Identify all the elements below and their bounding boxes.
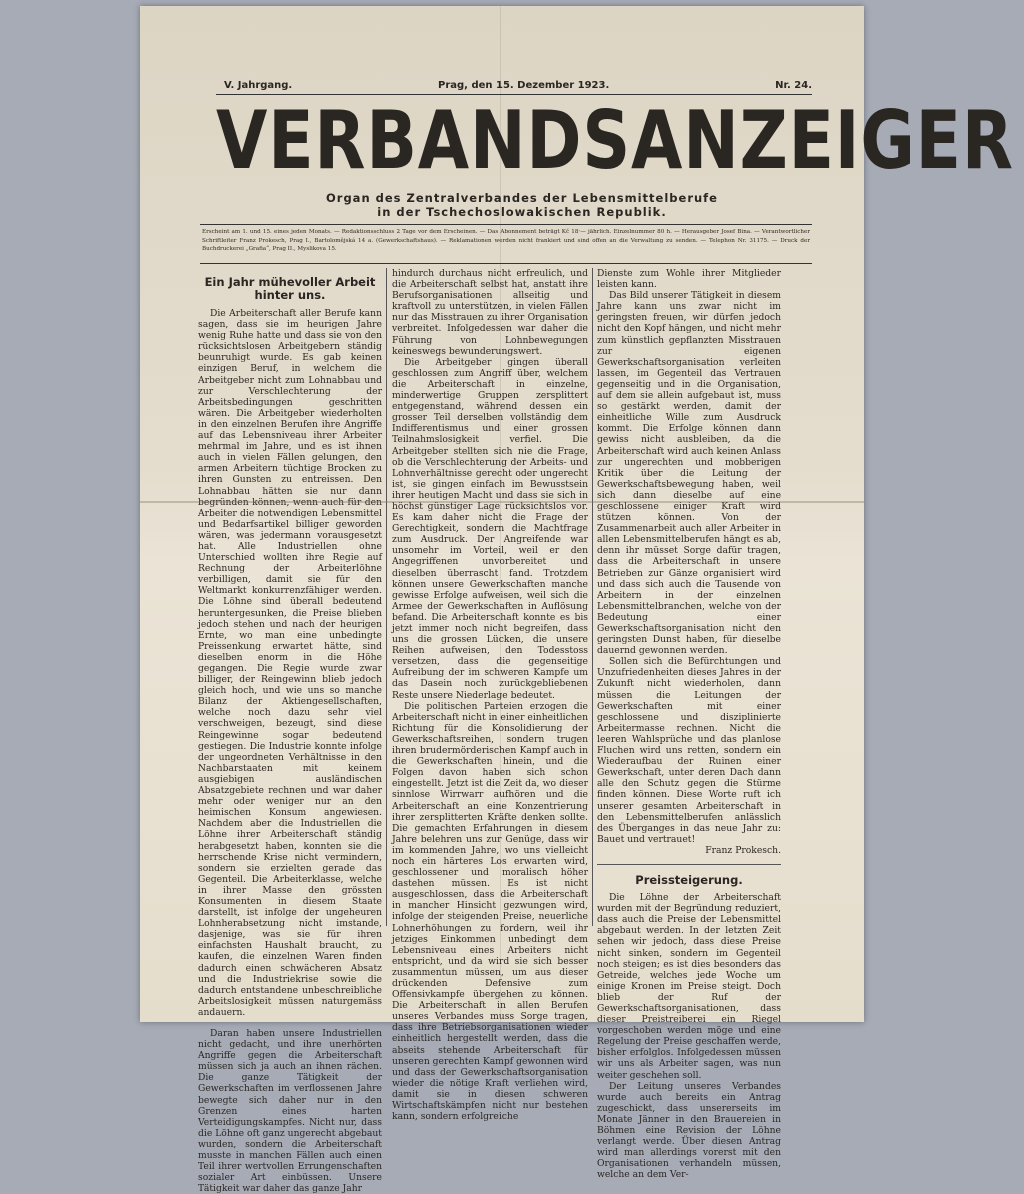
subtitle-line-2: in der Tschechoslowakischen Republik. [377, 205, 667, 219]
volume-label: V. Jahrgang. [224, 80, 293, 91]
paragraph: Das Bild unserer Tätigkeit in diesem Jahre kann uns zwar nicht im geringsten freuen, wir dürfen jedoch nicht den Kopf hängen, und nicht mehr zum künstlich gepflanzten Misstrauen zur eigenen Gewerkschaftsorganisation verleiten lassen, im Gegenteil das Vertrauen gegenseitig und in die Organisation, auf dem sie allein aufgebaut ist, muss so gestärkt werden, damit der einheitliche Wille zum Ausdruck kommt. Die Erfolge können dann gewiss nicht ausbleiben, da die Arbeiterschaft wird auch keinen Anlass zur ungerechten und mobberigen Kritik über die Leitung der Gewerkschaftsbewegung haben, weil sich dann dieselbe auf eine geschlossene einiger Kraft wird stützen können. Von der Zusammenarbeit auch aller Arbeiter in allen Lebensmittelberufen hängt es ab, denn ihr müsset Sorge dafür tragen, dass die Arbeiterschaft in unsere Betrieben zur Gänze organisiert wird und dass sich auch die Tausende von Arbeitern in der einzelnen Lebensmittelbranchen, welche von der Bedeutung einer Gewerkschaftsorganisation nicht den geringsten Dunst haben, für dieselbe dauernd gewonnen werden. [597, 290, 781, 657]
column-rule [386, 268, 387, 926]
article-title: Ein Jahr mühevoller Arbeit hinter uns. [204, 275, 376, 302]
paragraph: Der Leitung unseres Verbandes wurde auch bereits ein Antrag zugeschickt, dass unsererseits im Monate Jänner in den Brauereien in Böhmen eine Revision der Löhne verlangt werde. Über diesen Antrag wird man allerdings vorerst mit den Organisationen verhandeln müssen, welche an dem Ver- [597, 1080, 781, 1181]
subtitle-line-1: Organ des Zentralverbandes der Lebensmittelberufe [326, 191, 718, 205]
place-date: Prag, den 15. Dezember 1923. [438, 80, 610, 91]
paragraph: Die Arbeitgeber gingen überall geschlossen zum Angriff über, welchem die Arbeiterschaft in einzelne, minderwertige Gruppen zersplittert entgegenstand, während dessen ein grosser Teil derselben vollständig dem Indifferentismus und einer grossen Teilnahmslosigkeit verfiel. Die Arbeitgeber stellten sich nie die Frage, ob die Verschlechterung der Arbeits- und Lohnverhältnisse gerecht oder ungerecht ist, sie gingen einfach im Bewusstsein ihrer heutigen Macht und dass sie sich in höchst günstiger Lage rücksichtslos vor. Es kam daher nicht die Frage der Gerechtigkeit, sondern die Machtfrage zum Ausdruck. Der Angreifende war unsomehr im Vorteil, weil er den Angegriffenen unvorbereitet und dieselben überrascht fand. Trotzdem können unsere Gewerkschaften manche gewisse Erfolge aufweisen, weil sich die Armee der Gewerkschaften in Auflösung befand. Die Arbeiterschaft konnte es bis jetzt immer noch nicht begreifen, dass uns die grossen Lücken, die unsere Reihen aufweisen, den Todesstoss versetzen, dass die gegenseitige Aufreibung der im schweren Kampfe um das Dasein noch zurückgebliebenen Reste unsere Niederlage bedeutet. [392, 356, 588, 701]
header-line [208, 80, 812, 94]
issue-number: Nr. 24. [775, 80, 812, 91]
paragraph: Dienste zum Wohle ihrer Mitglieder leisten kann. [597, 268, 781, 291]
paragraph: Die Löhne der Arbeiterschaft wurden mit der Begründung reduziert, dass auch die Preise der Lebensmittel abgebaut werden. In der letzten Zeit sehen wir jedoch, dass diese Preise nicht sinken, sondern im Gegenteil noch steigen; es ist dies besonders das Getreide, welches jede Woche um einige Kronen im Preise steigt. Doch blieb der Ruf der Gewerkschaftsorganisationen, dass dieser Preistreiberei ein Riegel vorgeschoben werden möge und eine Regelung der Preise geschaffen werde, bisher erfolglos. Infolgedessen müssen wir uns als Arbeiter sagen, was nun weiter geschehen soll. [597, 892, 781, 1081]
column-1 [198, 268, 382, 1194]
paragraph: Sollen sich die Befürchtungen und Unzufriedenheiten dieses Jahres in der Zukunft nicht wiederholen, dann müssen die Leitungen der Gewerkschaften mit einer geschlossene und disziplinierte Arbeitermasse rechnen. Nicht die leeren Wahlsprüche und das planlose Fluchen wird uns retten, sondern ein Wiederaufbau der Ruinen einer Gewerkschaft, unter deren Dach dann alle den Schutz gegen die Stürme finden können. Diese Worte ruft ich unserer gesamten Arbeiterschaft in den Lebensmittelberufen anlässlich des Überganges in das neue Jahr zu: Bauet und vertrauet! [597, 656, 781, 845]
paragraph: Daran haben unsere Industriellen nicht gedacht, und ihre unerhörten Angriffe gegen die Arbeiterschaft müssen sich ja auch an ihnen rächen. Die ganze Tätigkeit der Gewerkschaften im verflossenen Jahre bewegte sich daher nur in den Grenzen eines harten Verteidigungskampfes. Nicht nur, dass die Löhne oft ganz ungerecht abgebaut wurden, sondern die Arbeiterschaft musste in manchen Fällen auch einen Teil ihrer wertvollen Errungenschaften sozialer Art einbüssen. Unsere Tätigkeit war daher das ganze Jahr [198, 1028, 382, 1194]
column-rule [592, 268, 593, 926]
signature: Franz Prokesch. [705, 844, 781, 856]
article-title: Preissteigerung. [635, 872, 743, 887]
rule [200, 263, 812, 264]
imprint-text: Erscheint am 1. und 15. eines jeden Monats. — Redaktionsschluss 2 Tage vor dem Erscheinen. — Das Abonnement beträgt Kč 18·— jährlich. Einzelnummer 80 h. — Herausgeber Josef Bina. — Verantwortlicher Schriftleiter Franz Prokesch, Prag I., Bartolomějská 14 a. (Gewerkschaftshaus). — Reklamationen werden nicht frankiert und sind offen an die Verwaltung zu senden. — Telephon Nr. 31175. — Druck der Buchdruckerei „Grafia“, Prag II., Myslikova 15. [202, 229, 810, 253]
paragraph: Die politischen Parteien erzogen die Arbeiterschaft nicht in einer einheitlichen Richtung für die Konsolidierung der Gewerkschaftsreihen, sondern trugen ihren brudermörderischen Kampf auch in die Gewerkschaften hinein, und die Folgen davon haben sich schon eingestellt. Jetzt ist die Zeit da, wo dieser sinnlose Wirrwarr aufhören und die Arbeiterschaft an eine Konzentrierung ihrer zersplitterten Kräfte denken sollte. Die gemachten Erfahrungen in diesem Jahre belehren uns zur Genüge, dass wir im kommenden Jahre, wo uns vielleicht noch ein härteres Los erwarten wird, geschlossener und moralisch höher dastehen müssen. Es ist nicht ausgeschlossen, dass die Arbeiterschaft in mancher Hinsicht gezwungen wird, infolge der steigenden Preise, neuerliche Lohnerhöhungen zu fordern, weil ihr jetziges Einkommen unbedingt dem Lebensniveau eines Arbeiters nicht entspricht, und da wird sie sich besser zusammentun müssen, um aus dieser drückenden Defensive zum Offensivkampfe übergehen zu können. Die Arbeiterschaft in allen Berufen unseres Verbandes muss Sorge tragen, dass ihre Betriebsorganisationen wieder einheitlich hergestellt werden, dass die abseits stehende Arbeiterschaft für unseren gerechten Kampf gewonnen wird und dass der Gewerkschaftsorganisation wieder die nötige Kraft verliehen wird, damit sie in diesen schweren Wirtschaftskämpfen nicht nur bestehen kann, sondern erfolgreiche [392, 700, 588, 1123]
column-2 [392, 268, 588, 1123]
newspaper-page [140, 6, 1014, 1194]
masthead-title: VERBANDSANZEIGER [216, 94, 1014, 187]
paragraph: Die Arbeiterschaft aller Berufe kann sagen, dass sie im heurigen Jahre wenig Ruhe hatte und dass sie von den rücksichtslosen Arbeitgebern ständig beunruhigt wurde. Es gab keinen einzigen Beruf, in welchem die Arbeitgeber nicht zum Lohnabbau und zur Verschlechterung der Arbeitsbedingungen geschritten wären. Die Arbeitgeber wiederholten in den einzelnen Berufen ihre Angriffe auf das Lebensniveau ihrer Arbeiter mehrmal im Jahre, und es ist ihnen auch in vielen Fällen gelungen, den armen Arbeitern tüchtige Brocken zu ihren Gunsten zu entreissen. Den Lohnabbau hätten sie nur dann begründen können, wenn auch für den Arbeiter die notwendigen Lebensmittel und Bedarfsartikel billiger geworden wären, was jedermann vorausgesetzt hat. Alle Industriellen ohne Unterschied wollten ihre Regie auf Rechnung der Arbeiterlöhne verbilligen, damit sie für den Weltmarkt konkurrenzfähiger werden. Die Löhne sind überall bedeutend heruntergesunken, die Preise blieben jedoch stehen und nach der heurigen Ernte, wo man eine unbedingte Preissenkung erwartet hätte, sind dieselben enorm in die Höhe gegangen. Die Regie wurde zwar billiger, der Reingewinn blieb jedoch gleich hoch, und wie uns so manche Bilanz der Aktiengesellschaften, welche noch dazu sehr viel verschweigen, bezeugt, sind diese Reingewinne sogar bedeutend gestiegen. Die Industrie konnte infolge der ungeordneten Verhältnisse in den Nachbarstaaten mit keinem ausgiebigen ausländischen Absatzgebiete rechnen und war daher mehr oder weniger nur an den heimischen Konsum angewiesen. Nachdem aber die Industriellen die Löhne ihrer Arbeiterschaft ständig herabgesetzt haben, konnten sie die herrschende Krise nicht vermindern, sondern sie erzielten gerade das Gegenteil. Die Arbeiterklasse, welche in ihrer Masse den grössten Konsumenten in diesem Staate darstellt, ist infolge der ungeheuren Lohnherabsetzung nicht imstande, dasjenige, was sie für ihren einfachsten Haushalt braucht, zu kaufen, die einzelnen Waren finden dadurch einen schwächeren Absatz und die Industriekrise sowie die dadurch entstandene unbeschreibliche Arbeitslosigkeit müssen naturgemäss andauern. [198, 308, 382, 1018]
masthead-subtitle [240, 191, 804, 219]
rule [200, 224, 812, 225]
column-3 [597, 268, 781, 1181]
paragraph: hindurch durchaus nicht erfreulich, und die Arbeiterschaft selbst hat, anstatt ihre Berufsorganisationen allseitig und kraftvoll zu unterstützen, in vielen Fällen nur das Misstrauen zu ihrer Organisation verbreitet. Infolgedessen war daher die Führung von Lohnbewegungen keineswegs bewunderungswert. [392, 268, 588, 357]
separator [597, 864, 781, 865]
